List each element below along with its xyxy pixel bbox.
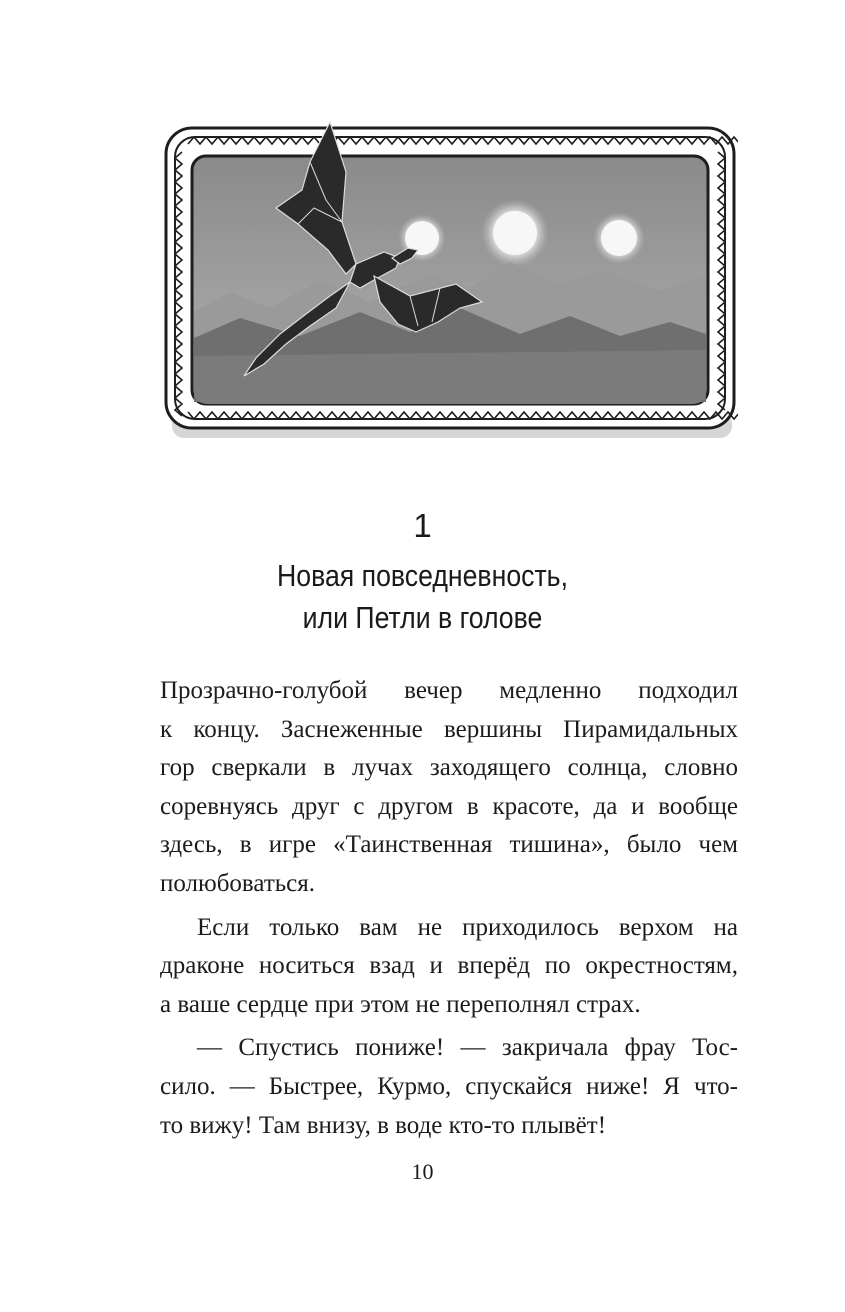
chapter-number: 1: [413, 507, 432, 544]
text-line: драконе носиться взад и вперёд по окрестностям,: [160, 952, 738, 980]
body-text: [160, 672, 738, 1145]
dragon-over-mountains-illustration: [160, 112, 738, 442]
chapter-title-line-1: Новая повседневность,: [277, 558, 568, 593]
chapter-illustration: [160, 112, 738, 442]
text-line: здесь, в игре «Таинственная тишина», было чем: [160, 831, 738, 859]
paragraph-3: [160, 1029, 738, 1145]
text-line: гор сверкали в лучах заходящего солнца, словно: [160, 754, 738, 782]
paragraph-2: [160, 909, 738, 1025]
text-line: Если только вам не приходилось верхом на: [197, 913, 738, 941]
paragraph-1: [160, 672, 738, 904]
text-line: полюбоваться.: [160, 869, 316, 897]
page-number: 10: [411, 1159, 434, 1184]
text-line: а ваше сердце при этом не переполнял страх.: [160, 990, 641, 1018]
text-line: сило. — Быстрее, Курмо, спускайся ниже! Я что-: [160, 1072, 738, 1100]
chapter-title: [59, 555, 786, 639]
text-line: соревнуясь друг с другом в красоте, да и вообще: [160, 792, 738, 820]
text-line: к концу. Заснеженные вершины Пирамидальных: [160, 715, 738, 743]
text-line: то вижу! Там внизу, в воде кто-то плывёт!: [160, 1111, 607, 1139]
text-line: — Спустись пониже! — закричала фрау Тос-: [197, 1034, 738, 1062]
text-line: Прозрачно-голубой вечер медленно подходил: [160, 677, 738, 704]
chapter-title-line-2: или Петли в голове: [302, 600, 543, 635]
